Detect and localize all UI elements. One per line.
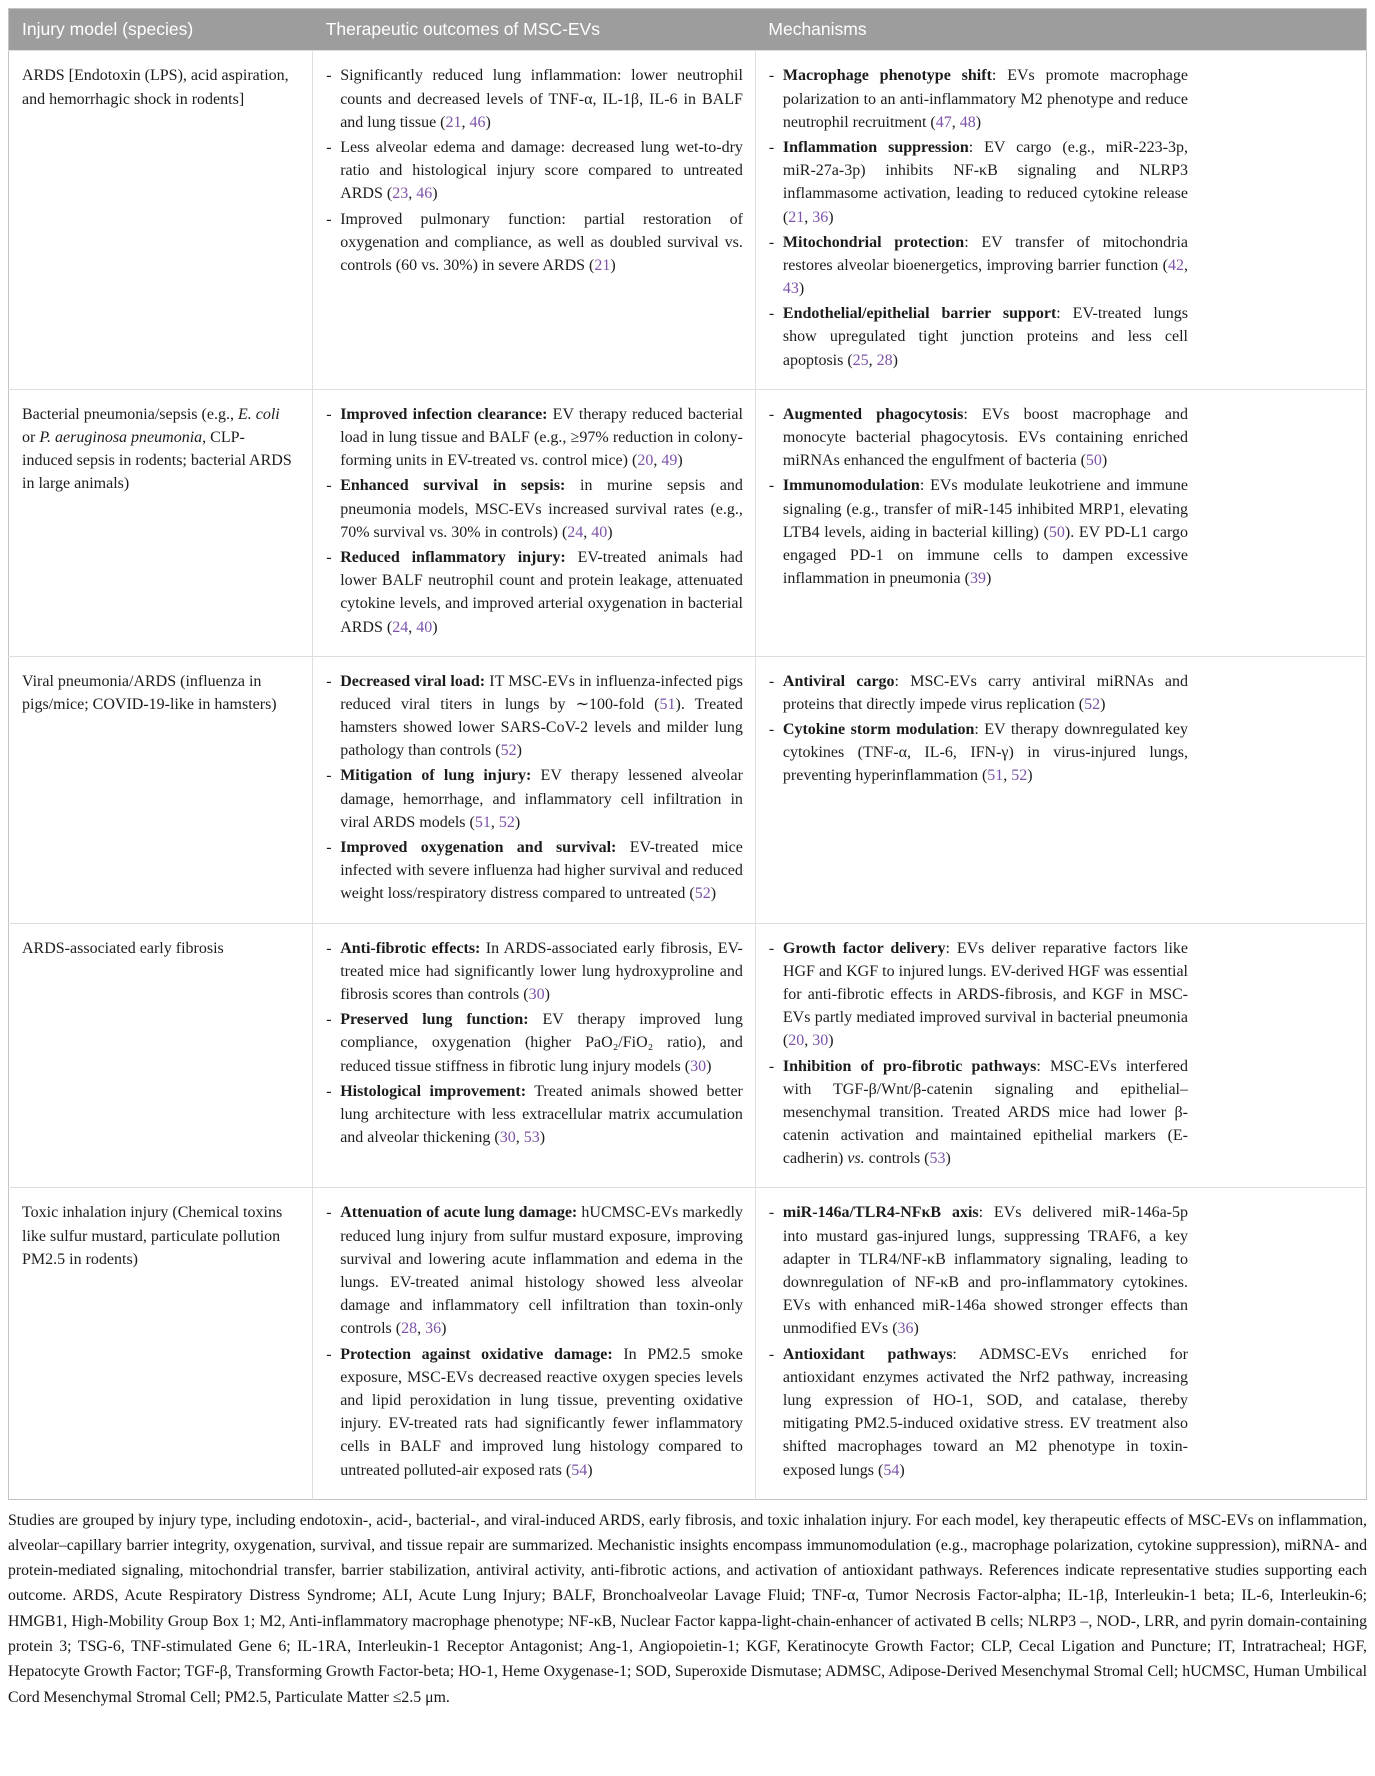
- reference-link[interactable]: 39: [969, 570, 986, 588]
- reference-link[interactable]: 30: [812, 1032, 829, 1050]
- reference-link[interactable]: 25: [852, 351, 869, 369]
- reference-link[interactable]: 52: [1084, 695, 1101, 713]
- reference-link[interactable]: 52: [694, 885, 711, 903]
- list-item-text: Mitigation of lung injury: EV therapy lessened alveolar damage, hemorrhage, and inflammatory cell infiltration in viral ARDS models (51, 52): [340, 767, 743, 831]
- bullet-dash: -: [768, 67, 775, 85]
- bold-lead-in: Enhanced survival in sepsis:: [340, 477, 566, 495]
- reference-link[interactable]: 51: [987, 767, 1004, 785]
- list-item-text: Histological improvement: Treated animals showed better lung architecture with less extracellular matrix accumulation and alveolar thickening (30, 53): [340, 1082, 743, 1147]
- reference-link[interactable]: 21: [788, 208, 805, 226]
- bullet-dash: -: [326, 1204, 332, 1222]
- column-header-injury-model: Injury model (species): [9, 9, 313, 51]
- reference-link[interactable]: 28: [401, 1320, 418, 1338]
- table-row: [9, 51, 1367, 389]
- list-item: [769, 1055, 1188, 1171]
- bold-lead-in: Inhibition of pro-fibrotic pathways: [782, 1057, 1037, 1075]
- list-item: [326, 1080, 743, 1150]
- bold-lead-in: miR-146a/TLR4-NFκB axis: [782, 1204, 979, 1222]
- reference-link[interactable]: 52: [1011, 767, 1028, 785]
- bold-lead-in: Immunomodulation: [782, 477, 920, 495]
- reference-link[interactable]: 23: [392, 185, 409, 203]
- list-item-text: Macrophage phenotype shift: EVs promote macrophage polarization to an anti-inflammatory M2 phenotype and reduce neutrophil recruitment (47, 48): [782, 67, 1189, 131]
- list-item-text: Antioxidant pathways: ADMSC-EVs enriched for antioxidant enzymes activated the Nrf2 pathway, increasing lung expression of HO-1, SOD, and catalase, thereby mitigating PM2.5-induced oxidative stress. EV treatment also shifted macrophages toward an M2 phenotype in toxin-exposed lungs (54): [782, 1345, 1188, 1479]
- bullet-dash: -: [768, 939, 775, 957]
- list-item-text: Improved oxygenation and survival: EV-treated mice infected with severe influenza had higher survival and reduced weight loss/respiratory distress compared to untreated (52): [340, 839, 743, 903]
- injury-model-cell: Toxic inhalation injury (Chemical toxins like sulfur mustard, particulate pollution PM2.5 in rodents): [9, 1188, 313, 1499]
- list-item-text: miR-146a/TLR4-NFκB axis: EVs delivered miR-146a-5p into mustard gas-injured lungs, suppressing TRAF6, a key adapter in TLR4/NF-κB inflammatory signaling, leading to downregulation of NF-κB and pro-inflammatory cytokines. EVs with enhanced miR-146a showed stronger effects than unmodified EVs (36): [782, 1204, 1188, 1338]
- list-item: [326, 546, 743, 639]
- list-item-text: Improved pulmonary function: partial restoration of oxygenation and compliance, as well as doubled survival vs. controls (60 vs. 30%) in severe ARDS (21): [340, 210, 743, 274]
- bullet-dash: -: [768, 672, 775, 690]
- list-item-text: Inhibition of pro-fibrotic pathways: MSC-EVs interfered with TGF-β/Wnt/β-catenin signaling and epithelial–mesenchymal transition. Treated ARDS mice had lower β-catenin activation and maintained epithelial markers (E-cadherin) vs. controls (53): [782, 1057, 1188, 1168]
- list-item-text: Inflammation suppression: EV cargo (e.g., miR-223-3p, miR-27a-3p) inhibits NF-κB signaling and NLRP3 inflammasome activation, leading to reduced cytokine release (21, 36): [782, 138, 1189, 226]
- bullet-dash: -: [326, 1011, 332, 1029]
- bullet-dash: -: [768, 1345, 775, 1363]
- list-item: [769, 937, 1188, 1053]
- mechanisms-cell: [755, 51, 1366, 389]
- reference-link[interactable]: 42: [1168, 256, 1184, 274]
- header-row: [9, 9, 1367, 51]
- table-row: [9, 1188, 1367, 1499]
- bullet-dash: -: [768, 477, 775, 495]
- bold-lead-in: Preserved lung function:: [340, 1011, 529, 1029]
- reference-link[interactable]: 46: [416, 185, 433, 203]
- table-row: [9, 656, 1367, 923]
- column-header-therapeutic-outcomes: Therapeutic outcomes of MSC-EVs: [313, 9, 756, 51]
- reference-link[interactable]: 36: [812, 208, 829, 226]
- bold-lead-in: Cytokine storm modulation: [782, 721, 975, 739]
- list-item-text: Protection against oxidative damage: In PM2.5 smoke exposure, MSC-EVs decreased reactive oxygen species levels and lipid peroxidation in lung tissue, preventing oxidative injury. EV-treated rats had significantly fewer inflammatory cells in BALF and improved lung histology compared to untreated polluted-air exposed rats (54): [340, 1345, 743, 1479]
- reference-link[interactable]: 24: [392, 618, 409, 636]
- reference-link[interactable]: 51: [659, 695, 676, 713]
- list-item: [769, 718, 1188, 788]
- list-item: [326, 1201, 743, 1340]
- bullet-dash: -: [768, 233, 775, 251]
- reference-link[interactable]: 36: [425, 1320, 442, 1338]
- outcomes-cell: [313, 923, 756, 1188]
- reference-link[interactable]: 40: [416, 618, 433, 636]
- list-item-text: Growth factor delivery: EVs deliver reparative factors like HGF and KGF to injured lungs. EV-derived HGF was essential for anti-fibrotic effects in ARDS-fibrosis, and KGF in MSC-EVs partly mediated improved survival in bacterial pneumonia (20, 30): [782, 939, 1188, 1050]
- mechanisms-cell: [755, 1188, 1366, 1499]
- list-item: [769, 231, 1188, 301]
- list-item-text: Antiviral cargo: MSC-EVs carry antiviral miRNAs and proteins that directly impede virus replication (52): [782, 672, 1189, 713]
- bullet-dash: -: [326, 939, 332, 957]
- list-item-text: Endothelial/epithelial barrier support: EV-treated lungs show upregulated tight junction proteins and less cell apoptosis (25, 28): [782, 305, 1188, 369]
- injury-model-cell: Bacterial pneumonia/sepsis (e.g., E. coli or P. aeruginosa pneumonia, CLP-induced sepsis in rodents; bacterial ARDS in large animals): [9, 389, 313, 656]
- bullet-dash: -: [768, 138, 775, 156]
- table-footnote: Studies are grouped by injury type, including endotoxin-, acid-, bacterial-, and viral-induced ARDS, early fibrosis, and toxic inhalation injury. For each model, key therapeutic effects of MSC-EVs on inflammation, alveolar–capillary barrier integrity, oxygenation, survival, and tissue repair are summarized. Mechanistic insights encompass immunomodulation (e.g., macrophage polarization, cytokine suppression), miRNA- and protein-mediated signaling, mitochondrial transfer, barrier stabilization, antiviral activity, anti-fibrotic actions, and activation of antioxidant pathways. References indicate representative studies supporting each outcome. ARDS, Acute Respiratory Distress Syndrome; ALI, Acute Lung Injury; BALF, Bronchoalveolar Lavage Fluid; TNF-α, Tumor Necrosis Factor-alpha; IL-1β, Interleukin-1 beta; IL-6, Interleukin-6; HMGB1, High-Mobility Group Box 1; M2, Anti-inflammatory macrophage phenotype; NF-κB, Nuclear Factor kappa-light-chain-enhancer of activated B cells; NLRP3 –, NOD-, LRR, and pyrin domain-containing protein 3; TSG-6, TNF-stimulated Gene 6; IL-1RA, Interleukin-1 Receptor Antagonist; Ang-1, Angiopoietin-1; KGF, Keratinocyte Growth Factor; CLP, Cecal Ligation and Puncture; IT, Intratracheal; HGF, Hepatocyte Growth Factor; TGF-β, Transforming Growth Factor-beta; HO-1, Heme Oxygenase-1; SOD, Superoxide Dismutase; ADMSC, Adipose-Derived Mesenchymal Stromal Cell; hUCMSC, Human Umbilical Cord Mesenchymal Stromal Cell; PM2.5, Particulate Matter ≤2.5 μm.: [8, 1511, 1367, 1706]
- reference-link[interactable]: 53: [523, 1129, 540, 1147]
- list-item-text: Anti-fibrotic effects: In ARDS-associated early fibrosis, EV-treated mice had significantly lower lung hydroxyproline and fibrosis scores than controls (30): [340, 939, 743, 1003]
- reference-link[interactable]: 51: [474, 813, 491, 831]
- list-item-text: Reduced inflammatory injury: EV-treated animals had lower BALF neutrophil count and protein leakage, attenuated cytokine levels, and improved arterial oxygenation in bacterial ARDS (24, 40): [340, 548, 743, 636]
- bold-lead-in: Growth factor delivery: [782, 939, 946, 957]
- table-body: [9, 51, 1367, 1499]
- list-item-text: Immunomodulation: EVs modulate leukotriene and immune signaling (e.g., transfer of miR-145 inhibited MRP1, elevating LTB4 levels, aiding in bacterial killing) (50). EV PD-L1 cargo engaged PD-1 on immune cells to dampen excessive inflammation in pneumonia (39): [782, 477, 1188, 588]
- list-item: [326, 1343, 743, 1482]
- bullet-dash: -: [326, 1345, 332, 1363]
- list-item-text: Cytokine storm modulation: EV therapy downregulated key cytokines (TNF-α, IL-6, IFN-γ) in virus-injured lungs, preventing hyperinflammation (51, 52): [782, 721, 1189, 785]
- reference-link[interactable]: 21: [445, 113, 462, 131]
- bullet-dash: -: [326, 405, 332, 423]
- bullet-dash: -: [326, 67, 332, 85]
- bold-lead-in: Protection against oxidative damage:: [340, 1345, 613, 1363]
- reference-link[interactable]: 48: [959, 113, 976, 131]
- reference-link[interactable]: 20: [788, 1032, 805, 1050]
- reference-link[interactable]: 30: [690, 1057, 707, 1075]
- bullet-dash: -: [326, 210, 332, 228]
- bold-lead-in: Histological improvement:: [340, 1082, 527, 1100]
- reference-link[interactable]: 50: [1085, 452, 1102, 470]
- bullet-dash: -: [326, 839, 332, 856]
- outcomes-cell: [313, 656, 756, 923]
- italic-text: E. coli: [237, 405, 280, 423]
- outcomes-cell: [313, 51, 756, 389]
- reference-link[interactable]: 30: [499, 1129, 516, 1147]
- reference-link[interactable]: 43: [782, 280, 799, 298]
- list-item: [326, 937, 743, 1007]
- reference-link[interactable]: 49: [661, 452, 678, 470]
- list-item-text: Enhanced survival in sepsis: in murine sepsis and pneumonia models, MSC-EVs increased survival rates (e.g., 70% survival vs. 30% in controls) (24, 40): [340, 477, 743, 541]
- list-item: [326, 64, 743, 134]
- bullet-dash: -: [326, 767, 332, 785]
- reference-link[interactable]: 52: [500, 742, 517, 760]
- list-item-text: Augmented phagocytosis: EVs boost macrophage and monocyte bacterial phagocytosis. EVs containing enriched miRNAs enhanced the engulfment of bacteria (50): [782, 405, 1189, 470]
- list-item: [769, 670, 1188, 716]
- mechanisms-cell: [755, 389, 1366, 656]
- bold-lead-in: Improved infection clearance:: [340, 405, 548, 423]
- list-item: [769, 136, 1188, 229]
- bullet-dash: -: [326, 1082, 332, 1100]
- list-item: [769, 1201, 1188, 1340]
- reference-link[interactable]: 24: [567, 523, 584, 541]
- reference-link[interactable]: 46: [469, 113, 486, 131]
- bold-lead-in: Reduced inflammatory injury:: [340, 548, 566, 566]
- list-item: [326, 474, 743, 544]
- bold-lead-in: Decreased viral load:: [340, 672, 486, 690]
- bold-lead-in: Macrophage phenotype shift: [782, 67, 992, 85]
- bold-lead-in: Anti-fibrotic effects:: [340, 939, 481, 957]
- bold-lead-in: Mitochondrial protection: [782, 233, 965, 251]
- list-item: [769, 1343, 1188, 1482]
- outcomes-cell: [313, 1188, 756, 1499]
- bullet-dash: -: [326, 477, 332, 495]
- bold-lead-in: Antiviral cargo: [782, 672, 895, 690]
- reference-link[interactable]: 54: [883, 1461, 900, 1479]
- bold-lead-in: Antioxidant pathways: [782, 1345, 953, 1363]
- bullet-dash: -: [768, 305, 775, 323]
- reference-link[interactable]: 52: [498, 813, 515, 831]
- italic-text: P. aeruginosa pneumonia: [39, 429, 203, 446]
- list-item-text: Mitochondrial protection: EV transfer of mitochondria restores alveolar bioenergetics, improving barrier function (42, 43): [782, 233, 1189, 298]
- mechanisms-cell: [755, 656, 1366, 923]
- bold-lead-in: Attenuation of acute lung damage:: [340, 1204, 578, 1222]
- list-item-text: Less alveolar edema and damage: decreased lung wet-to-dry ratio and histological injury score compared to untreated ARDS (23, 46): [340, 138, 743, 203]
- injury-model-cell: ARDS [Endotoxin (LPS), acid aspiration, and hemorrhagic shock in rodents]: [9, 51, 313, 389]
- reference-link[interactable]: 36: [897, 1320, 914, 1338]
- reference-link[interactable]: 28: [876, 351, 893, 369]
- reference-link[interactable]: 53: [929, 1150, 946, 1168]
- reference-link[interactable]: 30: [528, 985, 545, 1003]
- bold-lead-in: Endothelial/epithelial barrier support: [782, 305, 1057, 323]
- list-item: [769, 302, 1188, 372]
- list-item: [326, 764, 743, 834]
- table-row: [9, 389, 1367, 656]
- bold-lead-in: Augmented phagocytosis: [782, 405, 964, 423]
- reference-link[interactable]: 20: [637, 452, 654, 470]
- bold-lead-in: Inflammation suppression: [782, 138, 969, 156]
- list-item: [326, 670, 743, 763]
- msc-ev-therapy-table: [8, 8, 1367, 1500]
- bold-lead-in: Improved oxygenation and survival:: [340, 839, 617, 856]
- list-item: [769, 474, 1188, 590]
- bullet-dash: -: [326, 138, 332, 156]
- mechanisms-cell: [755, 923, 1366, 1188]
- list-item: [326, 403, 743, 473]
- list-item-text: Preserved lung function: EV therapy improved lung compliance, oxygenation (higher PaO₂/FiO₂ ratio), and reduced tissue stiffness in fibrotic lung injury models (30): [340, 1011, 743, 1075]
- reference-link[interactable]: 54: [571, 1461, 588, 1479]
- reference-link[interactable]: 50: [1048, 523, 1065, 541]
- reference-link[interactable]: 47: [935, 113, 952, 131]
- list-item: [769, 64, 1188, 134]
- list-item-text: Attenuation of acute lung damage: hUCMSC-EVs markedly reduced lung injury from sulfur mustard exposure, improving survival and lowering acute inflammation and edema in the lungs. EV-treated animal histology showed less alveolar damage and inflammatory cell infiltration than toxin-only controls (28, 36): [340, 1204, 743, 1338]
- bullet-dash: -: [768, 405, 775, 423]
- bullet-dash: -: [768, 1204, 775, 1222]
- injury-model-cell: Viral pneumonia/ARDS (influenza in pigs/mice; COVID-19-like in hamsters): [9, 656, 313, 923]
- list-item: [769, 403, 1188, 473]
- list-item-text: Improved infection clearance: EV therapy reduced bacterial load in lung tissue and BALF (e.g., ≥97% reduction in colony-forming units in EV-treated vs. control mice) (20, 49): [340, 405, 743, 470]
- list-item-text: Significantly reduced lung inflammation: lower neutrophil counts and decreased levels of TNF-α, IL-1β, IL-6 in BALF and lung tissue (21, 46): [340, 67, 743, 131]
- bold-lead-in: Mitigation of lung injury:: [340, 767, 532, 785]
- list-item: [326, 208, 743, 278]
- bullet-dash: -: [768, 1057, 775, 1075]
- list-item: [326, 836, 743, 906]
- list-item: [326, 1008, 743, 1078]
- reference-link[interactable]: 40: [591, 523, 608, 541]
- list-item-text: Decreased viral load: IT MSC-EVs in influenza-infected pigs reduced viral titers in lungs by ∼100-fold (51). Treated hamsters showed lower SARS-CoV-2 levels and milder lung pathology than controls (52): [340, 672, 743, 760]
- table-header: [9, 9, 1367, 51]
- table-row: [9, 923, 1367, 1188]
- bullet-dash: -: [768, 721, 775, 739]
- injury-model-cell: ARDS-associated early fibrosis: [9, 923, 313, 1188]
- column-header-mechanisms: Mechanisms: [755, 9, 1366, 51]
- reference-link[interactable]: 21: [594, 256, 611, 274]
- bullet-dash: -: [326, 672, 332, 690]
- paper-table-figure: [8, 8, 1367, 1710]
- bullet-dash: -: [326, 548, 332, 566]
- outcomes-cell: [313, 389, 756, 656]
- list-item: [326, 136, 743, 206]
- italic-text: vs.: [847, 1150, 865, 1168]
